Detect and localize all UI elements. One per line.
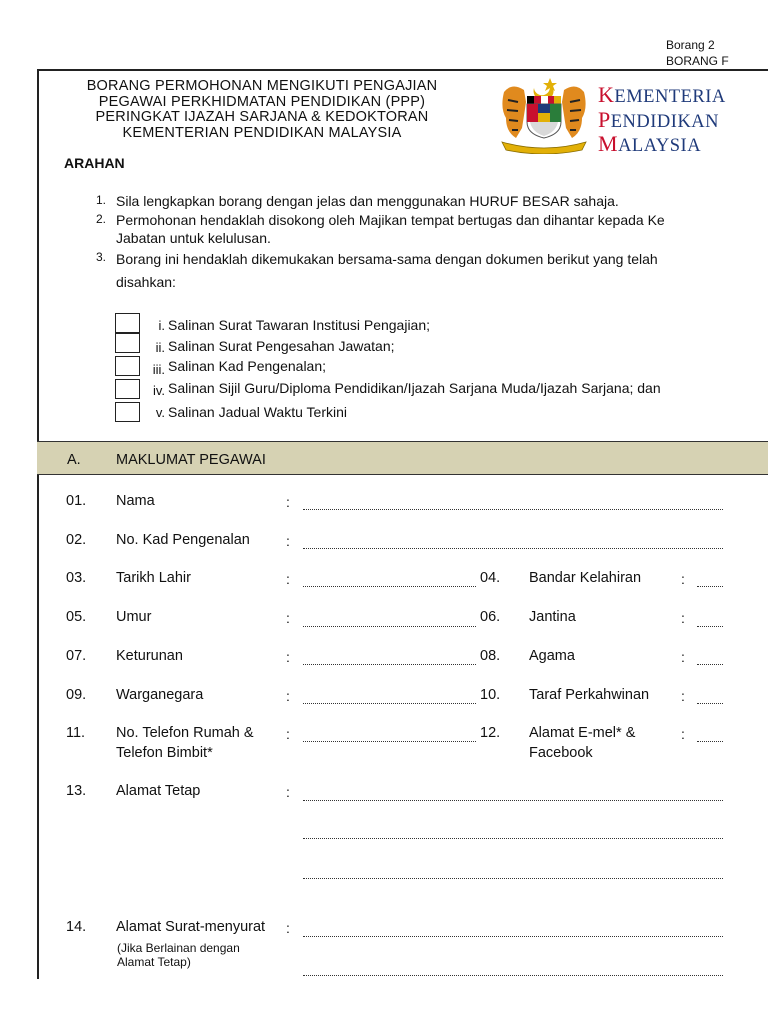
instruction-number-3: 3. xyxy=(96,250,107,264)
field-label-kad-pengenalan: No. Kad Pengenalan xyxy=(116,532,250,548)
field-number-07: 07. xyxy=(66,648,87,664)
field-label-umur: Umur xyxy=(116,609,152,625)
malaysia-coat-of-arms-icon xyxy=(494,74,594,154)
instructions-heading: ARAHAN xyxy=(64,155,125,171)
instruction-2-line-2: Jabatan untuk kelulusan. xyxy=(116,230,271,246)
document-item-1: Salinan Surat Tawaran Institusi Pengajian; xyxy=(168,317,431,333)
field-colon: : xyxy=(286,784,290,800)
jantina-input-line[interactable] xyxy=(697,626,723,627)
instruction-1: Sila lengkapkan borang dengan jelas dan menggunakan HURUF BESAR sahaja. xyxy=(116,193,619,209)
alamat-tetap-input-line-1[interactable] xyxy=(303,800,723,801)
field-number-05: 05. xyxy=(66,609,87,625)
field-number-04: 04. xyxy=(480,570,501,586)
field-label-taraf-perkahwinan: Taraf Perkahwinan xyxy=(529,687,650,703)
instruction-3-line-2: disahkan: xyxy=(116,274,176,290)
instruction-3-line-1: Borang ini hendaklah dikemukakan bersama-sama dengan dokumen berikut yang telah xyxy=(116,251,658,267)
field-number-09: 09. xyxy=(66,687,87,703)
title-line-1: BORANG PERMOHONAN MENGIKUTI PENGAJIAN xyxy=(86,78,438,94)
alamat-surat-menyurat-input-line-2[interactable] xyxy=(303,975,723,976)
wordmark-line-2-text: ENDIDIKAN xyxy=(610,111,720,132)
form-code-secondary: BORANG F xyxy=(666,54,729,68)
field-label-alamat-emel: Alamat E-mel* & xyxy=(529,725,636,741)
field-number-10: 10. xyxy=(480,687,501,703)
field-label-bandar-kelahiran: Bandar Kelahiran xyxy=(529,570,642,586)
nama-input-line[interactable] xyxy=(303,509,723,510)
field-colon: : xyxy=(286,920,290,936)
document-number-5: v. xyxy=(155,405,165,420)
document-number-4: iv. xyxy=(152,383,165,398)
field-colon: : xyxy=(286,610,290,626)
field-label-nama: Nama xyxy=(116,493,155,509)
field-colon: : xyxy=(681,688,685,704)
wordmark-line-3: MALAYSIA xyxy=(598,131,702,156)
field-colon: : xyxy=(681,649,685,665)
field-colon: : xyxy=(286,494,290,510)
field-label-no-telefon-line-2: Telefon Bimbit* xyxy=(116,745,213,761)
agama-input-line[interactable] xyxy=(697,664,723,665)
document-item-2: Salinan Surat Pengesahan Jawatan; xyxy=(168,338,395,354)
field-number-08: 08. xyxy=(480,648,501,664)
field-number-02: 02. xyxy=(66,532,87,548)
field-number-13: 13. xyxy=(66,783,87,799)
field-label-tarikh-lahir: Tarikh Lahir xyxy=(116,570,191,586)
field-colon: : xyxy=(286,688,290,704)
field-number-01: 01. xyxy=(66,493,87,509)
field-label-alamat-tetap: Alamat Tetap xyxy=(116,783,201,799)
field-label-alamat-emel-line-2: Facebook xyxy=(529,745,593,761)
field-number-03: 03. xyxy=(66,570,87,586)
field-colon: : xyxy=(681,571,685,587)
field-label-warganegara: Warganegara xyxy=(116,687,204,703)
field-colon: : xyxy=(286,726,290,742)
wordmark-line-2: PENDIDIKAN xyxy=(598,106,720,132)
keturunan-input-line[interactable] xyxy=(303,664,476,665)
field-colon: : xyxy=(286,533,290,549)
field-label-alamat-surat-menyurat: Alamat Surat-menyurat xyxy=(116,919,266,935)
kad-pengenalan-input-line[interactable] xyxy=(303,548,723,549)
section-a-title: MAKLUMAT PEGAWAI xyxy=(116,452,266,468)
frame-left-border xyxy=(37,69,39,979)
frame-top-border xyxy=(37,69,768,71)
warganegara-input-line[interactable] xyxy=(303,703,476,704)
alamat-surat-menyurat-note-line-1: (Jika Berlainan dengan xyxy=(117,941,240,955)
no-telefon-input-line[interactable] xyxy=(303,741,476,742)
form-title xyxy=(72,79,452,141)
umur-input-line[interactable] xyxy=(303,626,476,627)
wordmark-line-1-text: EMENTERIA xyxy=(614,87,726,107)
field-label-agama: Agama xyxy=(529,648,575,664)
field-colon: : xyxy=(286,649,290,665)
section-a-letter: A. xyxy=(67,452,81,468)
document-number-3: iii. xyxy=(152,362,165,377)
alamat-surat-menyurat-note-line-2: Alamat Tetap) xyxy=(117,955,191,969)
document-number-2: ii. xyxy=(155,340,165,355)
ministry-wordmark xyxy=(598,84,726,158)
field-number-06: 06. xyxy=(480,609,501,625)
field-colon: : xyxy=(681,726,685,742)
document-item-3: Salinan Kad Pengenalan; xyxy=(168,358,327,374)
field-label-jantina: Jantina xyxy=(529,609,576,625)
title-line-3: PERINGKAT IJAZAH SARJANA & KEDOKTORAN xyxy=(95,109,429,125)
document-number-1: i. xyxy=(158,318,165,333)
field-label-no-telefon: No. Telefon Rumah & xyxy=(116,725,254,741)
field-number-11: 11. xyxy=(66,725,86,741)
alamat-tetap-input-line-3[interactable] xyxy=(303,878,723,879)
field-number-14: 14. xyxy=(66,919,87,935)
field-label-keturunan: Keturunan xyxy=(116,648,183,664)
alamat-emel-input-line[interactable] xyxy=(697,741,723,742)
tarikh-lahir-input-line[interactable] xyxy=(303,586,476,587)
field-colon: : xyxy=(286,571,290,587)
document-item-5: Salinan Jadual Waktu Terkini xyxy=(168,404,347,420)
title-line-2: PEGAWAI PERKHIDMATAN PENDIDIKAN (PPP) xyxy=(98,93,426,110)
title-line-4: KEMENTERIAN PENDIDIKAN MALAYSIA xyxy=(122,124,402,141)
form-code: Borang 2 xyxy=(666,38,715,52)
bandar-kelahiran-input-line[interactable] xyxy=(697,586,723,587)
field-colon: : xyxy=(681,610,685,626)
wordmark-line-1: KEMENTERIA xyxy=(598,82,726,107)
field-number-12: 12. xyxy=(480,725,501,741)
wordmark-line-3-text: ALAYSIA xyxy=(618,136,702,156)
document-item-4: Salinan Sijil Guru/Diploma Pendidikan/Ijazah Sarjana Muda/Ijazah Sarjana; dan xyxy=(168,380,661,396)
instruction-number-2: 2. xyxy=(96,212,107,226)
alamat-surat-menyurat-input-line-1[interactable] xyxy=(303,936,723,937)
instruction-number-1: 1. xyxy=(96,193,107,207)
instruction-2-line-1: Permohonan hendaklah disokong oleh Majikan tempat bertugas dan dihantar kepada Ke xyxy=(116,212,665,228)
taraf-perkahwinan-input-line[interactable] xyxy=(697,703,723,704)
alamat-tetap-input-line-2[interactable] xyxy=(303,838,723,839)
